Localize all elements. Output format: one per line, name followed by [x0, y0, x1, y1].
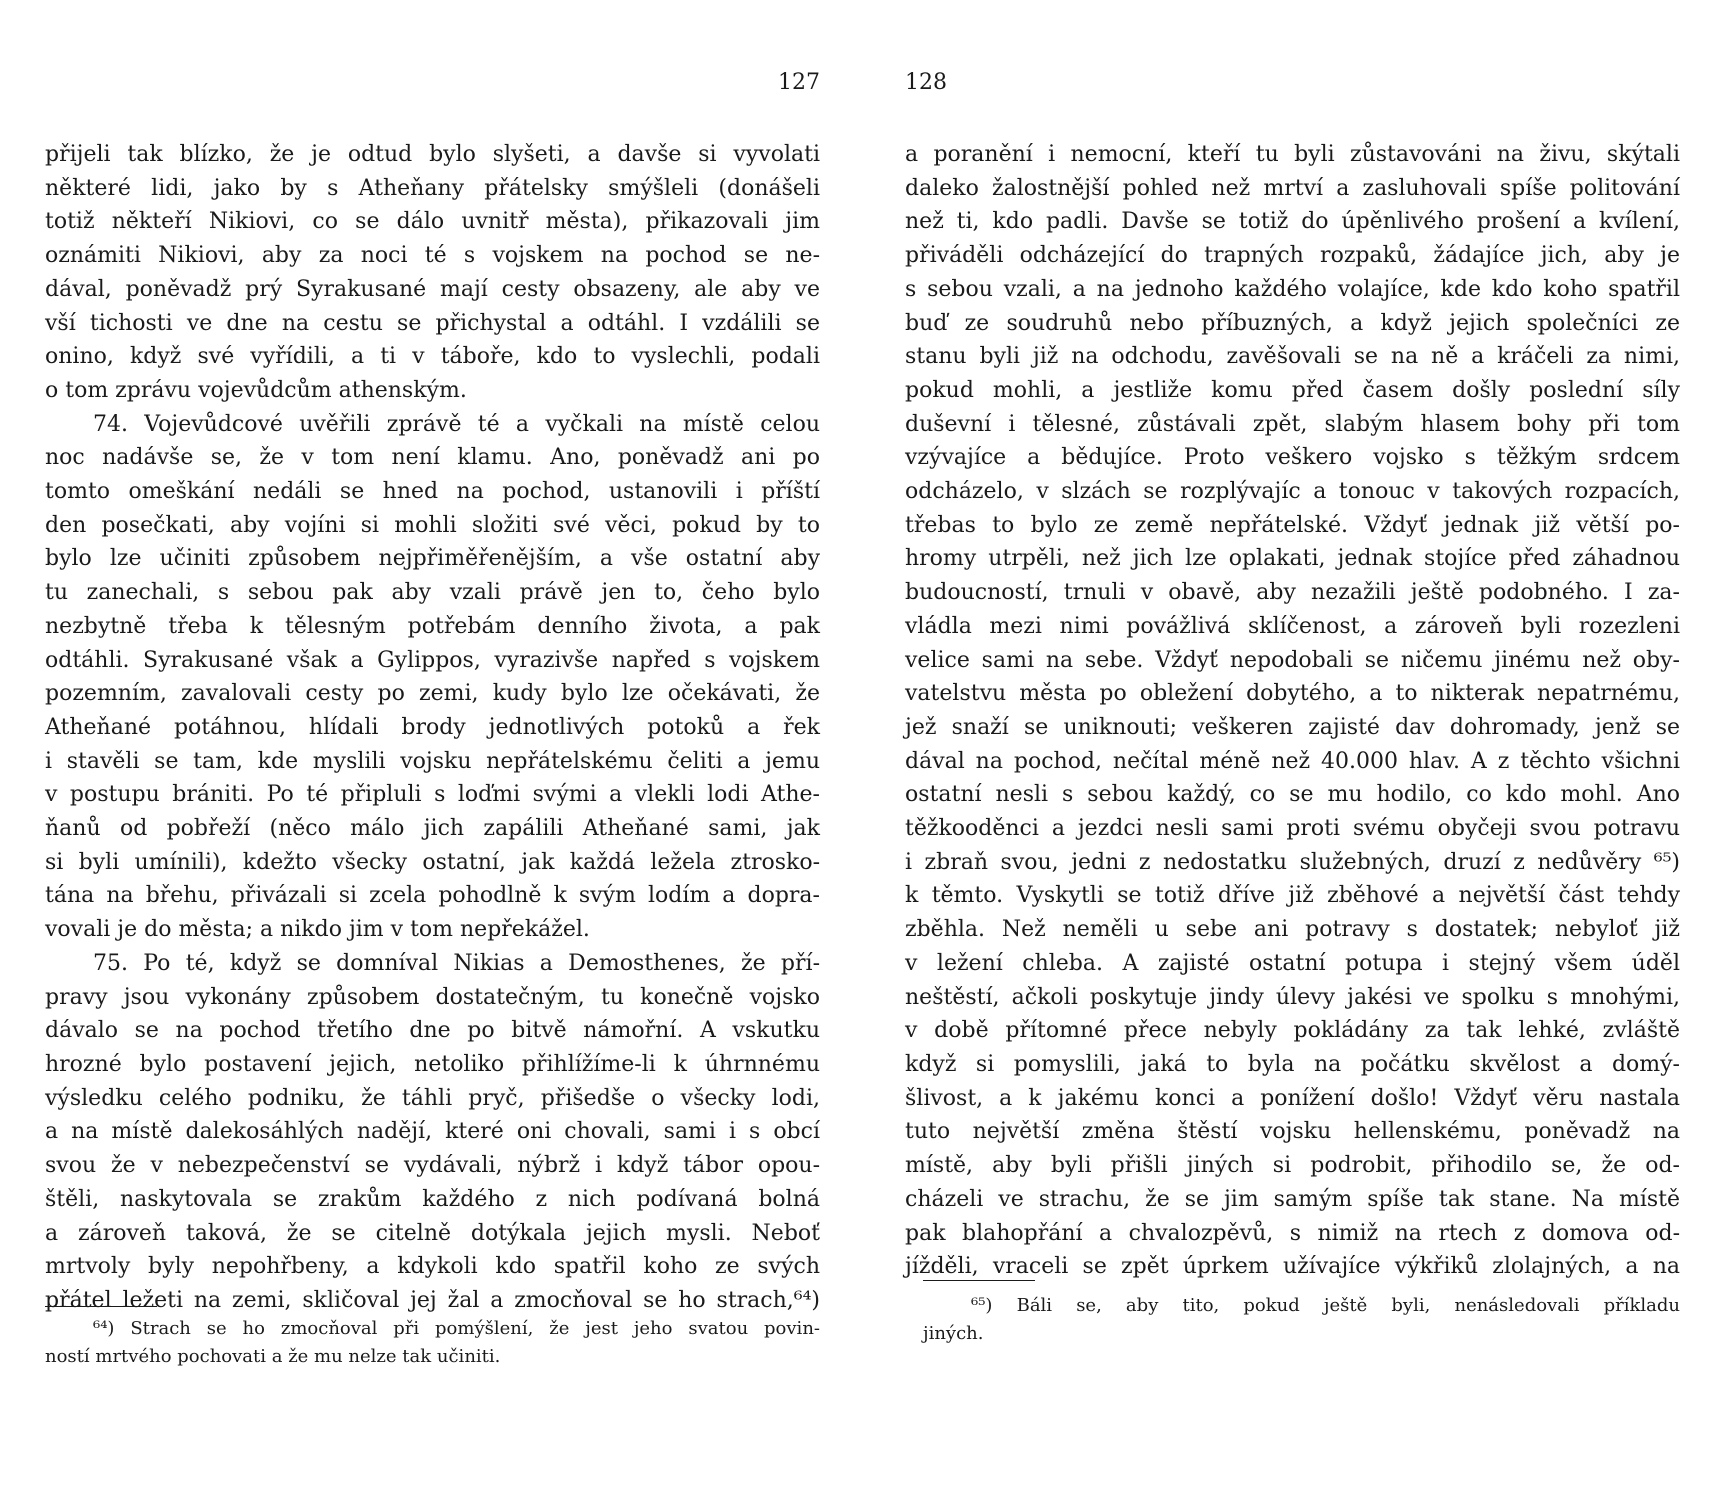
- footnote-line: ⁶⁵) Báli se, aby tito, pokud ještě byli, nenásledovali příkladu: [971, 1295, 1680, 1316]
- text-line: v ležení chleba. A zajisté ostatní potupa i stejný všem úděl: [905, 950, 1680, 976]
- text-line: dával, poněvadž prý Syrakusané mají cesty obsazeny, ale aby ve: [45, 276, 820, 302]
- body-text: [905, 138, 1680, 1284]
- text-line: velice sami na sebe. Vždyť nepodobali se ničemu jinému než oby-: [905, 647, 1680, 673]
- text-line: přátel ležeti na zemi, skličoval jej žal a zmocňoval se ho strach,⁶⁴): [45, 1287, 820, 1313]
- text-line: dával na pochod, nečítal méně než 40.000 hlav. A z těchto všichni: [905, 748, 1680, 774]
- footnotes: [923, 1292, 1680, 1348]
- text-line: dávalo se na pochod třetího dne po bitvě námořní. A vskutku: [45, 1018, 820, 1044]
- text-line: přijeli tak blízko, že je odtud bylo slyšeti, a davše si vyvolati: [45, 142, 820, 167]
- text-line: odcházelo, v slzách se rozplývajíc a tonouc v takových rozpacích,: [905, 479, 1680, 505]
- text-line: i stavěli se tam, kde myslili vojsku nepřátelskému čeliti a jemu: [45, 748, 820, 774]
- text-line: a na místě dalekosáhlých nadějí, které oni chovali, sami i s obcí: [45, 1119, 820, 1145]
- text-line: den posečkati, aby vojíni si mohli složiti své věci, pokud by to: [45, 512, 820, 538]
- text-line: pak blahopřání a chvalozpěvů, s nimiž na rtech z domova od-: [905, 1220, 1680, 1246]
- text-line: vatelstvu města po obležení dobytého, a to nikterak nepatrnému,: [905, 681, 1680, 707]
- text-line: pozemním, zavalovali cesty po zemi, kudy bylo lze očekávati, že: [45, 681, 820, 707]
- text-line: totiž někteří Nikiovi, co se dálo uvnitř města), přikazovali jim: [45, 209, 820, 235]
- page-number: 127: [778, 70, 820, 95]
- text-line: daleko žalostnější pohled než mrtví a zasluhovali spíše politování: [905, 175, 1680, 201]
- text-line: zběhla. Než neměli u sebe ani potravy s dostatek; nebyloť již: [905, 917, 1680, 943]
- text-line: bylo lze učiniti způsobem nejpřiměřenějším, a vše ostatní aby: [45, 546, 820, 572]
- footnotes: [45, 1315, 820, 1371]
- text-line: 74. Vojevůdcové uvěřili zprávě té a vyčkali na místě celou: [93, 411, 820, 437]
- text-line: i zbraň svou, jedni z nedostatku služebných, druzí z nedůvěry ⁶⁵): [905, 849, 1680, 875]
- text-line: hromy utrpěli, než jich lze oplakati, jednak stojíce před záhadnou: [905, 546, 1680, 572]
- text-line: o tom zprávu vojevůdcům athenským.: [45, 377, 467, 403]
- text-line: než ti, kdo padli. Davše se totiž do úpěnlivého prošení a kvílení,: [905, 209, 1680, 235]
- text-line: hrozné bylo postavení jejich, netoliko přihlížíme-li k úhrnnému: [45, 1051, 820, 1077]
- text-line: a poranění i nemocní, kteří tu byli zůstavováni na živu, skýtali: [905, 142, 1680, 167]
- text-line: mrtvoly byly nepohřbeny, a kdykoli kdo spatřil koho ze svých: [45, 1254, 820, 1280]
- text-line: těžkooděnci a jezdci nesli sami proti svému obyčeji svou potravu: [905, 816, 1680, 842]
- text-line: svou že v nebezpečenství se vydávali, nýbrž i když tábor opou-: [45, 1153, 820, 1179]
- text-line: odtáhli. Syrakusané však a Gylippos, vyrazivše napřed s vojskem: [45, 647, 820, 673]
- text-line: některé lidi, jako by s Atheňany přátelsky smýšleli (donášeli: [45, 175, 820, 201]
- text-line: místě, aby byli přišli jiných si podrobit, přihodilo se, že od-: [905, 1153, 1680, 1179]
- text-line: tomto omeškání nedáli se hned na pochod, ustanovili i příští: [45, 479, 820, 505]
- text-line: šlivost, a k jakému konci a ponížení došlo! Vždyť věru nastala: [905, 1085, 1680, 1111]
- text-line: Atheňané potáhnou, hlídali brody jednotlivých potoků a řek: [45, 714, 820, 740]
- text-line: v době přítomné přece nebyly pokládány za tak lehké, zvláště: [905, 1018, 1680, 1044]
- text-line: nezbytně třeba k tělesným potřebám denního života, a pak: [45, 613, 820, 639]
- text-line: k těmto. Vyskytli se totiž dříve již zběhové a největší část tehdy: [905, 883, 1680, 909]
- text-line: cházeli ve strachu, že se jim samým spíše tak stane. Na místě: [905, 1186, 1680, 1212]
- text-line: noc nadávše se, že v tom není klamu. Ano, poněvadž ani po: [45, 445, 820, 471]
- left-page: [45, 0, 820, 1500]
- footnote-line: ⁶⁴) Strach se ho zmocňoval při pomýšlení, že jest jeho svatou povin-: [93, 1318, 820, 1339]
- right-page: [905, 0, 1680, 1500]
- text-line: štěli, naskytovala se zrakům každého z nich podívaná bolná: [45, 1186, 820, 1212]
- text-line: výsledku celého podniku, že táhli pryč, přišedše o všecky lodi,: [45, 1085, 820, 1111]
- text-line: tána na břehu, přivázali si zcela pohodlně k svým lodím a dopra-: [45, 883, 820, 909]
- text-line: duševní i tělesné, zůstávali zpět, slabým hlasem bohy při tom: [905, 411, 1680, 437]
- text-line: v postupu brániti. Po té připluli s loďmi svými a vlekli lodi Athe-: [45, 782, 820, 808]
- text-line: třebas to bylo ze země nepřátelské. Vždyť jednak již větší po-: [905, 512, 1680, 538]
- text-line: přiváděli odcházející do trapných rozpaků, žádajíce jich, aby je: [905, 243, 1680, 269]
- text-line: tuto největší změna štěstí vojsku hellenskému, poněvadž na: [905, 1119, 1680, 1145]
- footnote-rule: [45, 1306, 157, 1307]
- footnote-rule: [923, 1280, 1035, 1281]
- text-line: ňanů od pobřeží (něco málo jich zapálili Atheňané sami, jak: [45, 816, 820, 842]
- text-line: ostatní nesli s sebou každý, co se mu hodilo, co kdo mohl. Ano: [905, 782, 1680, 808]
- text-line: jež snaží se uniknouti; veškeren zajisté dav dohromady, jenž se: [905, 714, 1680, 740]
- text-line: vovali je do města; a nikdo jim v tom nepřekážel.: [45, 917, 590, 943]
- text-line: tu zanechali, s sebou pak aby vzali právě jen to, čeho bylo: [45, 580, 820, 606]
- text-line: když si pomyslili, jaká to byla na počátku skvělost a domý-: [905, 1051, 1680, 1077]
- text-line: pravy jsou vykonány způsobem dostatečným, tu konečně vojsko: [45, 984, 820, 1010]
- text-line: neštěstí, ačkoli poskytuje jindy úlevy jakési ve spolku s mnohými,: [905, 984, 1680, 1010]
- text-line: vší tichosti ve dne na cestu se přichystal a odtáhl. I vzdálili se: [45, 310, 820, 336]
- text-line: vládla mezi nimi povážlivá sklíčenost, a zároveň byli rozezleni: [905, 613, 1680, 639]
- text-line: oznámiti Nikiovi, aby za noci té s vojskem na pochod se ne-: [45, 243, 820, 269]
- text-line: s sebou vzali, a na jednoho každého volajíce, kde kdo koho spatřil: [905, 276, 1680, 302]
- text-line: pokud mohli, a jestliže komu před časem došly poslední síly: [905, 377, 1680, 403]
- page-number: 128: [905, 70, 947, 95]
- footnote-line: jiných.: [923, 1323, 984, 1344]
- text-line: a zároveň taková, že se citelně dotýkala jejich mysli. Neboť: [45, 1220, 820, 1246]
- body-text: [45, 138, 820, 1318]
- text-line: budoucností, trnuli v obavě, aby nezažili ještě podobného. I za-: [905, 580, 1680, 606]
- footnote-line: ností mrtvého pochovati a že mu nelze tak učiniti.: [45, 1346, 501, 1367]
- text-line: buď ze soudruhů nebo příbuzných, a když jejich společníci ze: [905, 310, 1680, 336]
- text-line: jížděli, vraceli se zpět úprkem užívajíce výkřiků zlolajných, a na: [905, 1254, 1680, 1280]
- text-line: 75. Po té, když se domníval Nikias a Demosthenes, že pří-: [93, 950, 820, 976]
- text-line: onino, když své vyřídili, a ti v táboře, kdo to vyslechli, podali: [45, 344, 820, 370]
- text-line: vzývajíce a bědujíce. Proto veškero vojsko s těžkým srdcem: [905, 445, 1680, 471]
- text-line: stanu byli již na odchodu, zavěšovali se na ně a kráčeli za nimi,: [905, 344, 1680, 370]
- text-line: si byli umínili), kdežto všecky ostatní, jak každá ležela ztrosko-: [45, 849, 820, 875]
